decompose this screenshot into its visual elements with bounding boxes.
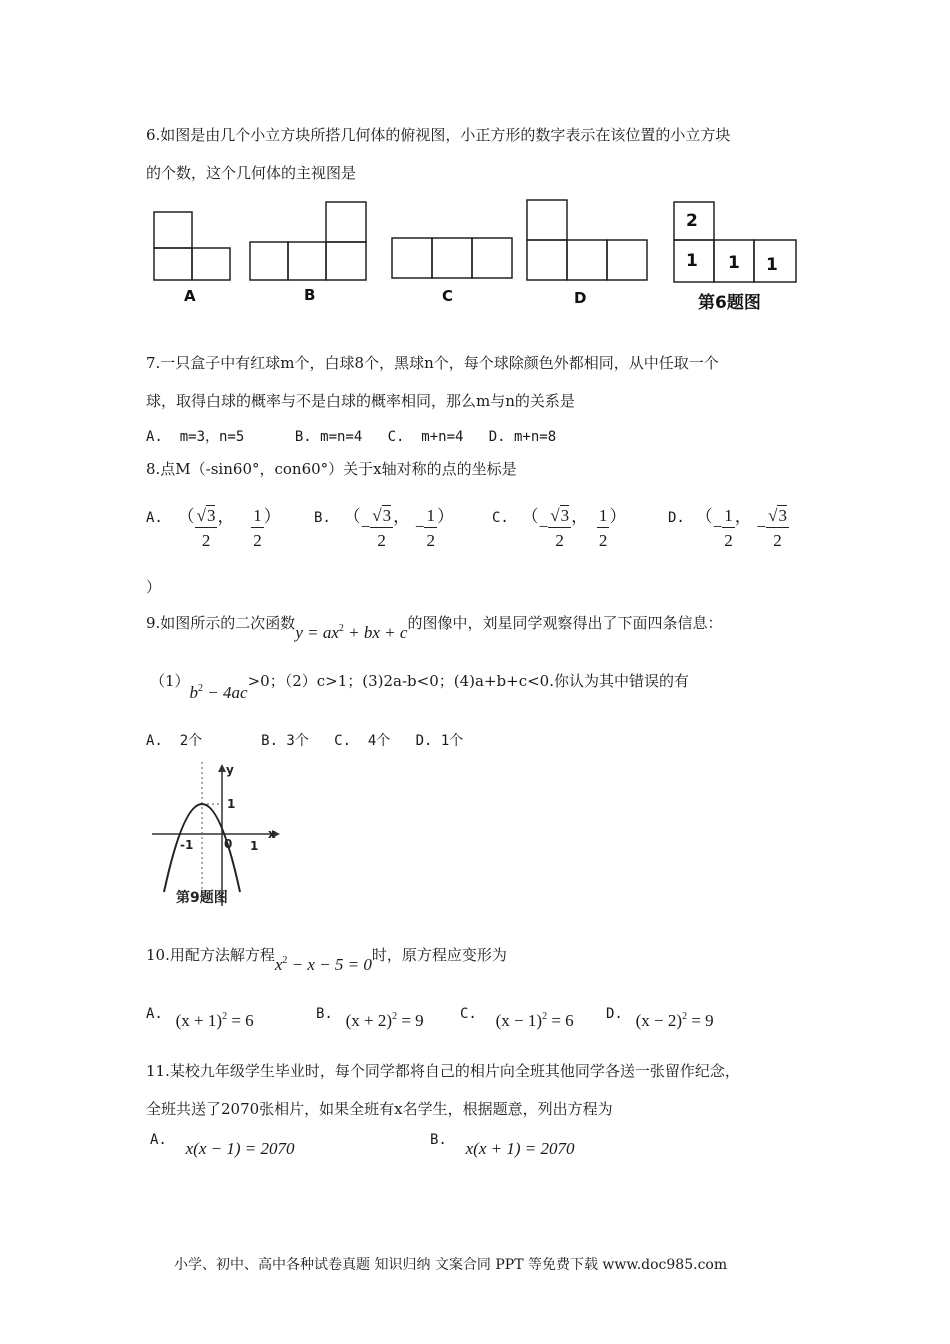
q9-tick-x1: 1 (250, 839, 259, 853)
q9-axis-x: x (268, 827, 276, 841)
q9-info: $(1)b^2 - 4ac>0$；（2）c>1；(3)2a-b<0；(4)a+b+c<0.你认为其中错误的有 (150, 672, 689, 702)
q7-options: A. m=3，n=5 B. m=n=4 C. m+n=4 D. m+n=8 (146, 429, 557, 445)
q6-label-d: D (574, 289, 587, 307)
q6-label-c: C (442, 287, 454, 305)
q6-caption: 第6题图 (698, 293, 761, 313)
q6-figure-b (250, 202, 366, 280)
q9-stem: 9.如图所示的二次函数$y = ax^2$ + bx + c的图像中，刘星同学观察得出了下面四条信息： (146, 614, 723, 642)
q10-option-d: D. $(x - 2)^2 = 9$ (606, 1006, 714, 1030)
q9-tick-y1: 1 (227, 797, 236, 811)
q8-option-d: D. （− $\frac{1}{2}$ ， − $\frac{√3}{2}$ (668, 505, 787, 550)
q6-figure-a (154, 212, 230, 280)
q6-figures (140, 196, 820, 320)
q9-caption: 第9题图 (176, 890, 228, 906)
q9-options: A. 2个 B. 3个 C. 4个 D. 1个 (146, 733, 464, 749)
q11-stem-line2: 全班共送了2070张相片，如果全班有x名学生，根据题意，列出方程为 (146, 1100, 613, 1118)
page-footer: 小学、初中、高中各种试卷真题 知识归纳 文案合同 PPT 等免费下载 www.doc985.com (174, 1257, 728, 1273)
q10-option-c: C. $(x - 1)^2 = 6$ (460, 1006, 574, 1030)
q9-tick-0: 0 (224, 837, 233, 851)
q11-option-a: A. x(x − 1) = 2070 (150, 1132, 295, 1158)
q6-stem-line1: 6.如图是由几个小立方块所搭几何体的俯视图，小正方形的数字表示在该位置的小立方块 (146, 126, 731, 144)
q8-option-b: B. （− $\frac{√3}{2}$ ， − $\frac{1}{2}$ ） (314, 505, 454, 550)
q10-stem: 10.用配方法解方程$x^2 - x - 5 = 0$时，原方程应变形为 (146, 946, 507, 974)
q11-option-b: B. x(x + 1) = 2070 (430, 1132, 575, 1158)
q8-option-a: A. （ $\frac{√3}{2}$ ， $\frac{1}{2}$ ） (146, 505, 281, 550)
q6-top-num-3: 1 (728, 253, 740, 273)
q9-graph (140, 756, 300, 912)
q7-stem-line2: 球，取得白球的概率与不是白球的概率相同，那么m与n的关系是 (146, 392, 575, 410)
q11-stem-line1: 11.某校九年级学生毕业时，每个同学都将自己的相片向全班其他同学各送一张留作纪念， (146, 1062, 740, 1080)
q9-axis-y: y (226, 763, 234, 777)
q6-top-num-1: 2 (686, 211, 698, 231)
q6-figure-c (392, 238, 512, 278)
q8-closing-paren: ） (146, 578, 162, 596)
q10-option-b: B. $(x + 2)^2 = 9$ (316, 1006, 424, 1030)
q9-tick-xm1: -1 (180, 838, 194, 852)
q6-top-num-2: 1 (686, 251, 698, 271)
q10-option-a: A. $(x + 1)^2 = 6$ (146, 1006, 254, 1030)
q7-stem-line1: 7.一只盒子中有红球m个，白球8个，黑球n个，每个球除颜色外都相同，从中任取一个 (146, 354, 719, 372)
q6-stem-line2: 的个数，这个几何体的主视图是 (146, 164, 357, 182)
q6-label-a: A (184, 287, 196, 305)
q8-option-c: C. （− $\frac{√3}{2}$ ， $\frac{1}{2}$ ） (492, 505, 627, 550)
q6-top-num-4: 1 (766, 255, 778, 275)
q6-label-b: B (304, 286, 316, 304)
q6-figure-d (527, 200, 647, 280)
q8-stem: 8.点M（-sin60°，con60°）关于x轴对称的点的坐标是 (146, 460, 517, 478)
